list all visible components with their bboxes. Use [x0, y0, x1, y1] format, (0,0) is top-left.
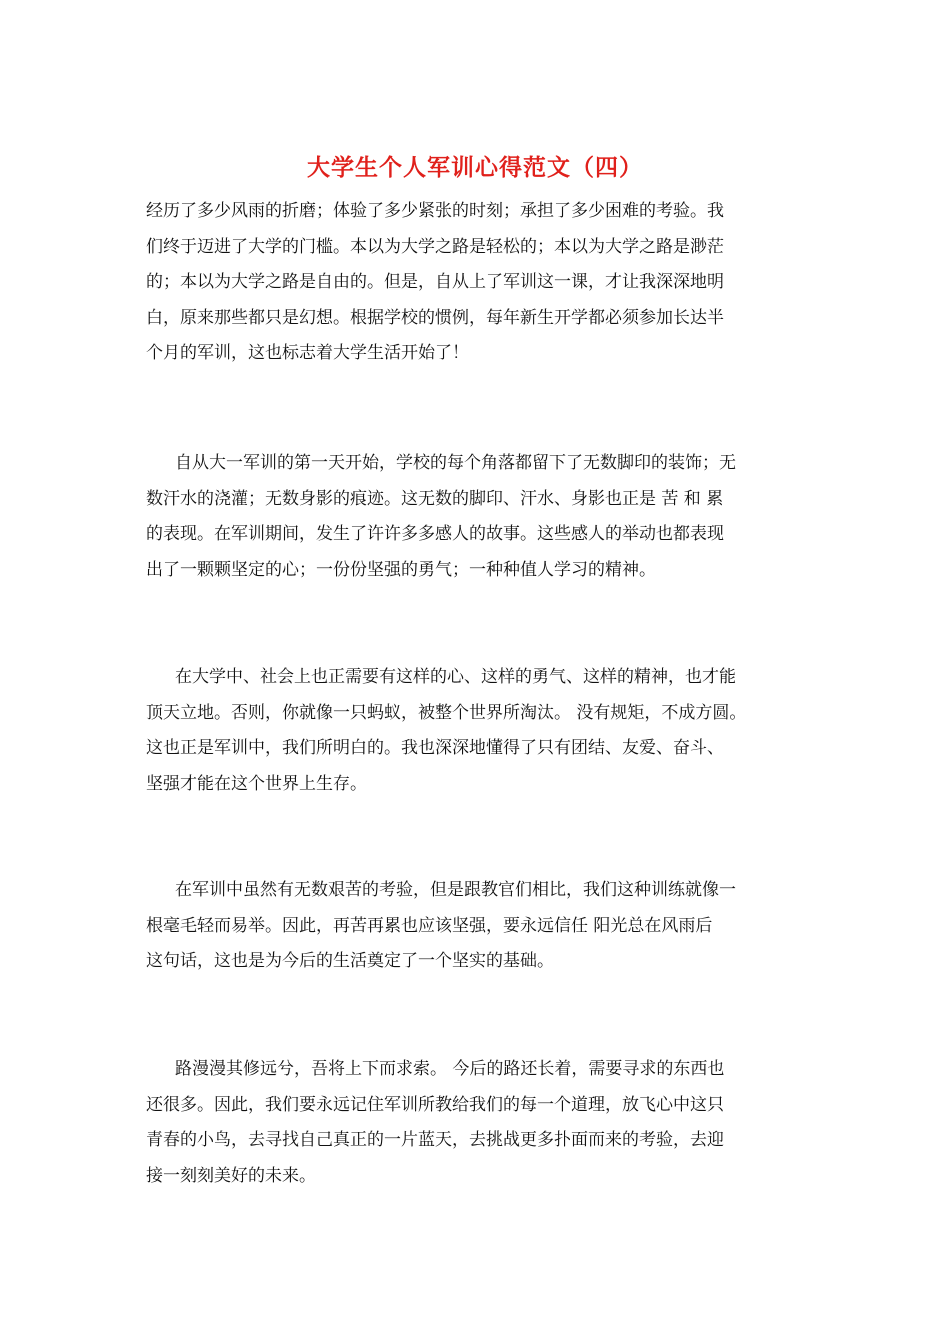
paragraph-line: 的表现。在军训期间，发生了许许多多感人的故事。这些感人的举动也都表现 [146, 524, 724, 544]
paragraph-line: 还很多。因此，我们要永远记住军训所教给我们的每一个道理，放飞心中这只 [146, 1094, 724, 1115]
paragraph-line: 数汗水的浇灌；无数身影的痕迹。这无数的脚印、汗水、身影也正是 苦 和 累 [146, 488, 724, 509]
paragraph-line: 出了一颗颗坚定的心；一份份坚强的勇气；一种种值人学习的精神。 [146, 559, 656, 580]
paragraph-line: 根毫毛轻而易举。因此，再苦再累也应该坚强，要永远信任 阳光总在风雨后 [146, 915, 713, 936]
document-title: 大学生个人军训心得范文（四） [307, 154, 643, 181]
paragraph-line: 这句话，这也是为今后的生活奠定了一个坚实的基础。 [146, 951, 554, 971]
paragraph-4 [146, 873, 826, 980]
paragraph-1 [146, 194, 826, 372]
paragraph-3 [146, 660, 826, 802]
paragraph-line: 们终于迈进了大学的门槛。本以为大学之路是轻松的；本以为大学之路是渺茫 [146, 236, 724, 257]
paragraph-line: 青春的小鸟，去寻找自己真正的一片蓝天，去挑战更多扑面而来的考验，去迎 [146, 1130, 724, 1150]
paragraph-line: 接一刻刻美好的未来。 [146, 1165, 316, 1186]
paragraph-line: 个月的军训，这也标志着大学生活开始了！ [146, 343, 469, 363]
paragraph-line: 自从大一军训的第一天开始，学校的每个角落都留下了无数脚印的装饰；无 [175, 453, 736, 473]
paragraph-line: 经历了多少风雨的折磨；体验了多少紧张的时刻；承担了多少困难的考验。我 [146, 201, 724, 221]
paragraph-5 [146, 1052, 826, 1194]
paragraph-2 [146, 446, 826, 588]
paragraph-line: 在军训中虽然有无数艰苦的考验，但是跟教官们相比，我们这种训练就像一 [175, 880, 736, 900]
paragraph-line: 路漫漫其修远兮，吾将上下而求索。 今后的路还长着，需要寻求的东西也 [175, 1059, 725, 1079]
paragraph-line: 的；本以为大学之路是自由的。但是，自从上了军训这一课，才让我深深地明 [146, 272, 724, 292]
paragraph-line: 白，原来那些都只是幻想。根据学校的惯例，每年新生开学都必须参加长达半 [146, 307, 724, 328]
paragraph-line: 在大学中、社会上也正需要有这样的心、这样的勇气、这样的精神，也才能 [175, 667, 736, 687]
paragraph-line: 这也正是军训中，我们所明白的。我也深深地懂得了只有团结、友爱、奋斗、 [146, 738, 724, 758]
paragraph-line: 顶天立地。否则，你就像一只蚂蚁，被整个世界所淘汰。 没有规矩，不成方圆。 [146, 702, 747, 723]
paragraph-line: 坚强才能在这个世界上生存。 [146, 773, 367, 794]
